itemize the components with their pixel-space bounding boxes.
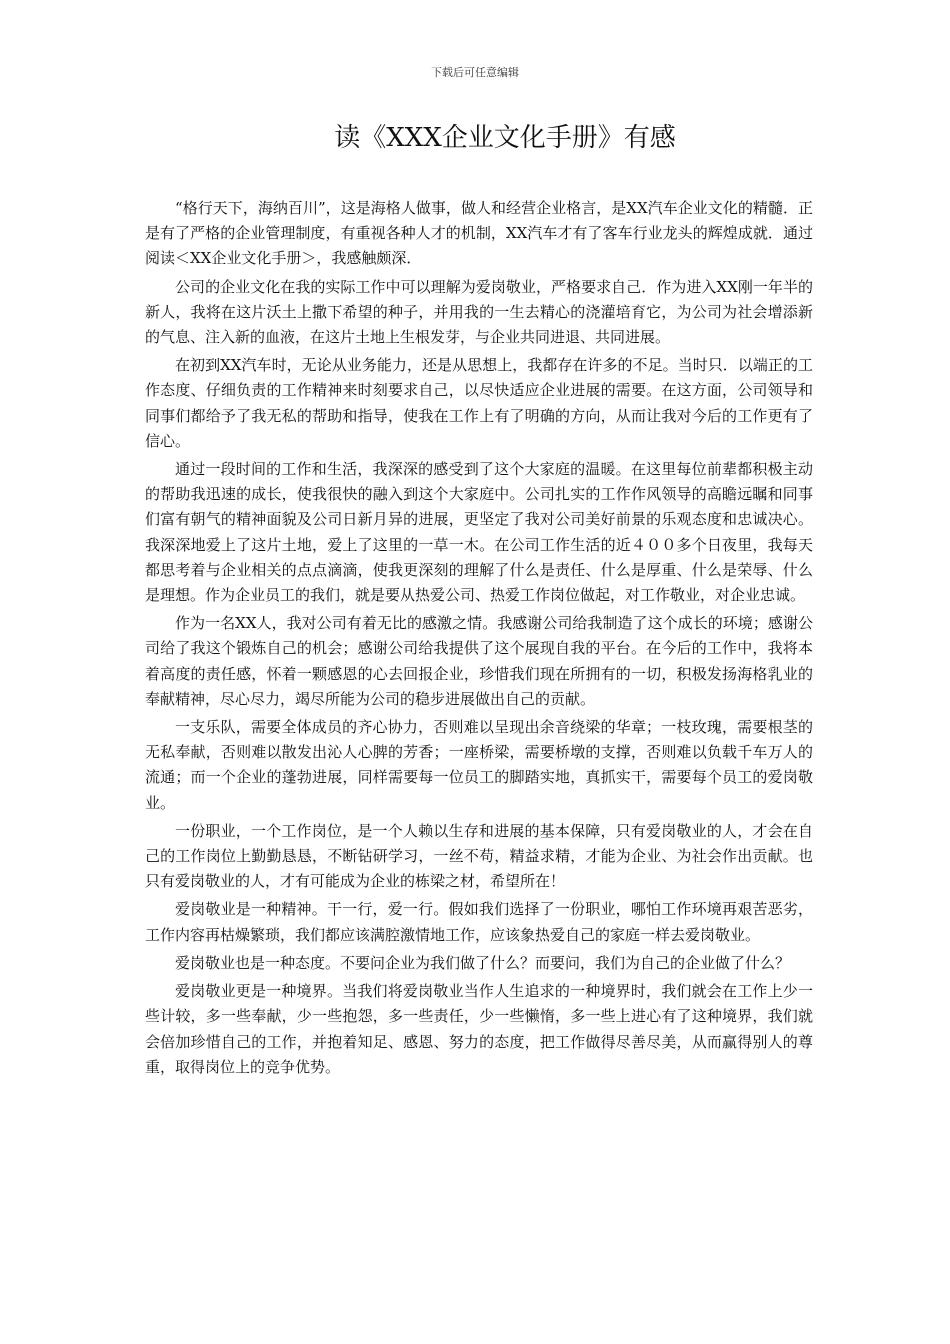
paragraph-10: 爱岗敬业更是一种境界。当我们将爱岗敬业当作人生追求的一种境界时，我们就会在工作上少一些计较，多一些奉献，少一些抱怨，多一些责任，少一些懒惰，多一些上进心有了这种境界，我们就会倍加珍惜自己的工作，并抱着知足、感恩、努力的态度，把工作做得尽善尽美，从而赢得别人的尊重，取得岗位上的竞争优势。	[145, 982, 813, 1076]
paragraph-8: 爱岗敬业是一种精神。干一行，爱一行。假如我们选择了一份职业，哪怕工作环境再艰苦恶劣，工作内容再枯燥繁琐，我们都应该满腔激情地工作，应该象热爱自己的家庭一样去爱岗敬业。	[145, 900, 813, 944]
paragraph-1: “格行天下，海纳百川”，这是海格人做事，做人和经营企业格言，是XX汽车企业文化的精髓．正是有了严格的企业管理制度，有重视各种人才的机制，XX汽车才有了客车行业龙头的辉煌成就．通过阅读＜XX企业文化手册＞，我感触颇深．	[145, 199, 813, 268]
document-body	[145, 196, 813, 1083]
paragraph-7: 一份职业，一个工作岗位，是一个人赖以生存和进展的基本保障，只有爱岗敬业的人，才会在自己的工作岗位上勤勤恳恳，不断钻研学习，一丝不苟，精益求精，才能为企业、为社会作出贡献。也只有爱岗敬业的人，才有可能成为企业的栋梁之材，希望所在！	[145, 821, 813, 891]
paragraph-6: 一支乐队，需要全体成员的齐心协力，否则难以呈现出余音绕梁的华章；一枝玫瑰，需要根茎的无私奉献，否则难以散发出沁人心脾的芳香；一座桥梁，需要桥墩的支撑，否则难以负载千车万人的流通；而一个企业的蓬勃进展，同样需要每一位员工的脚踏实地，真抓实干，需要每个员工的爱岗敬业。	[145, 718, 813, 812]
paragraph-9: 爱岗敬业也是一种态度。不要问企业为我们做了什么？而要问，我们为自己的企业做了什么？	[175, 953, 791, 972]
paragraph-4: 通过一段时间的工作和生活，我深深的感受到了这个大家庭的温暖。在这里每位前辈都积极主动的帮助我迅速的成长，使我很快的融入到这个大家庭中。公司扎实的工作作风领导的高瞻远瞩和同事们富有朝气的精神面貌及公司日新月异的进展，更坚定了我对公司美好前景的乐观态度和忠诚决心。我深深地爱上了这片土地，爱上了这里的一草一木。在公司工作生活的近４００多个日夜里，我每天都思考着与企业相关的点点滴滴，使我更深刻的理解了什么是责任、什么是厚重、什么是荣辱、什么是理想。作为企业员工的我们，就是要从热爱公司、热爱工作岗位做起，对工作敬业，对企业忠诚。	[145, 460, 813, 605]
paragraph-3: 在初到XX汽车时，无论从业务能力，还是从思想上，我都存在许多的不足。当时只．以端正的工作态度、仔细负责的工作精神来时刻要求自己，以尽快适应企业进展的需要。在这方面，公司领导和同事们都给予了我无私的帮助和指导，使我在工作上有了明确的方向，从而让我对今后的工作更有了信心。	[145, 356, 813, 450]
paragraph-2: 公司的企业文化在我的实际工作中可以理解为爱岗敬业，严格要求自己．作为进入XX刚一年半的新人，我将在这片沃土上撒下希望的种子，并用我的一生去精心的浇灌培育它，为公司为社会增添新的气息、注入新的血液，在这片土地上生根发芽，与企业共同进退、共同进展。	[145, 277, 813, 347]
document-title: 读《XXX企业文化手册》有感	[334, 123, 676, 153]
header-note: 下载后可任意编辑	[431, 66, 519, 79]
paragraph-5: 作为一名XX人，我对公司有着无比的感激之情。我感谢公司给我制造了这个成长的环境；感谢公司给了我这个锻炼自己的机会；感谢公司给我提供了这个展现自我的平台。在今后的工作中，我将本着高度的责任感，怀着一颗感恩的心去回报企业，珍惜我们现在所拥有的一切，积极发扬海格乳业的奉献精神，尽心尽力，竭尽所能为公司的稳步进展做出自己的贡献。	[145, 614, 813, 708]
